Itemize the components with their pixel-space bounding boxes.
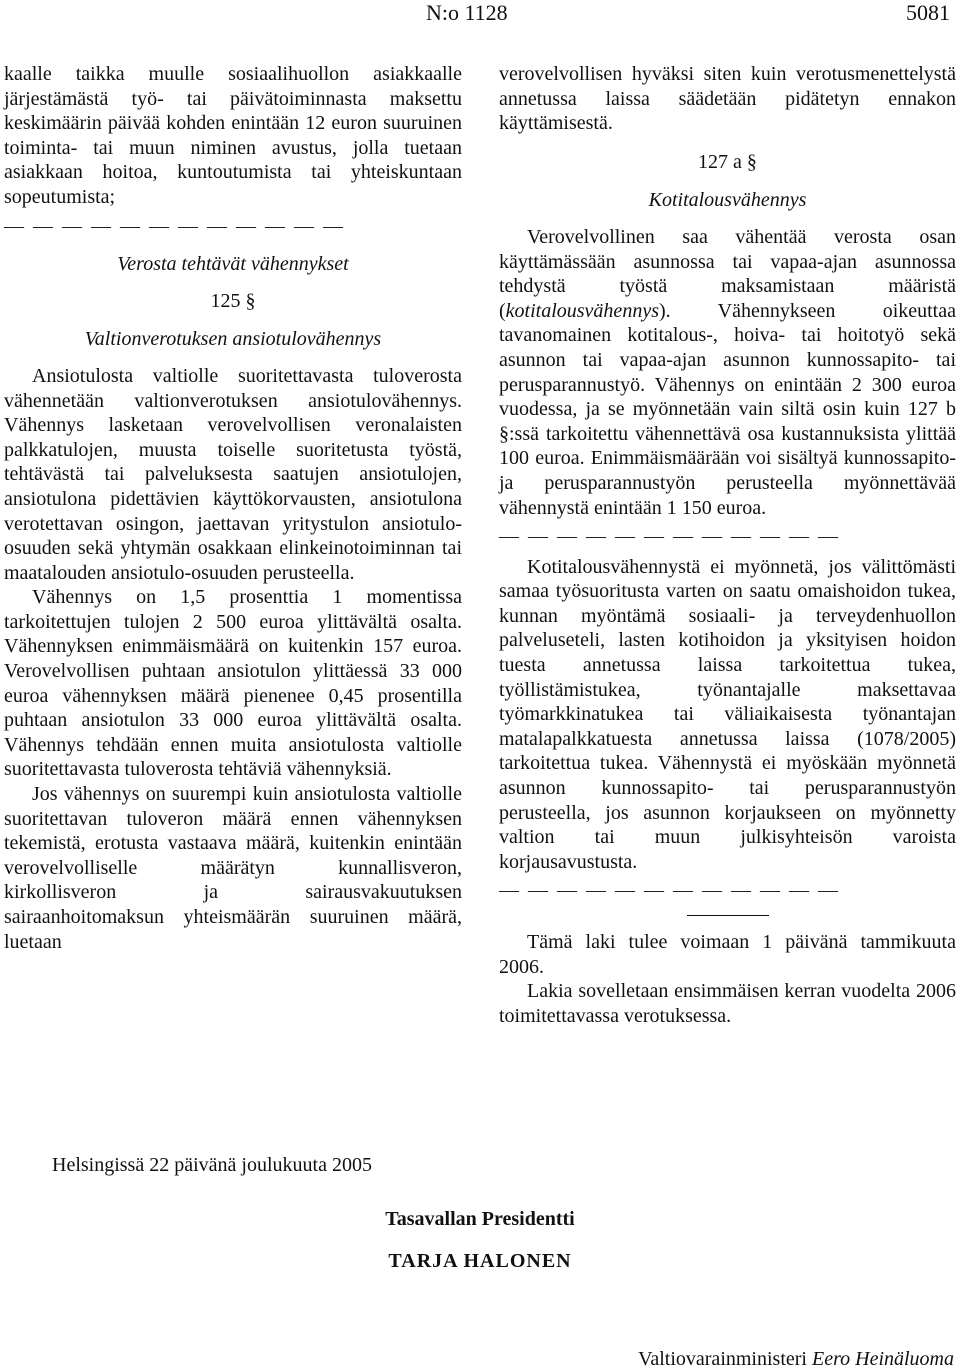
president-title: Tasavallan Presidentti — [385, 1208, 575, 1230]
section-title: Kotitalousvähennys — [648, 189, 807, 212]
minister-name: Eero Heinäluoma — [811, 1348, 954, 1370]
text-run: ). Vähennykseen oikeuttaa tavanomainen kotitalous-, hoiva- tai hoitotyö sekä asunnon tai vapaa-ajan asunnon kunnossapito- tai perusparannustyö. Vähennys on enintään 2 300 euroa vuodessa, ja se myönnetään vain siltä osin kuin 127 b §:ssä tarkoitettu vähennettävä osa kustannuksista ylittää 100 euroa. Enimmäismäärään voi sisältyä kunnossapito- ja perusparannustyön perusteella myönnettävää vähennystä enintään 1 150 euroa. — [499, 299, 956, 519]
paragraph: Jos vähennys on suurempi kuin ansiotulosta valtiolle suoritettavan tuloveron määrä ennen vähennyksen tekemistä, erotusta vastaava määrä, kuitenkin enintään verovelvolliselle määrätyn kunnallisveron, kirkollisveron ja sairausvakuutuksen sairaanhoitomaksun yhteismäärän suuruinen määrä, luetaan — [4, 783, 462, 953]
paragraph-continuation: kaalle taikka muulle sosiaalihuollon asiakkaalle järjestämästä työ- tai päivätoiminnasta maksettu keskimäärin päivää kohden enintään 12 euron suuruinen toiminta- tai muun niminen avustus, jolla tuetaan asiakkaan hoitoa, kuntoutumista tai yhteiskuntaan sopeutumista; — [4, 63, 462, 208]
chapter-heading: Verosta tehtävät vähennykset — [117, 253, 349, 276]
defined-term: kotitalousvähennys — [505, 299, 659, 322]
minister-signature — [638, 1348, 954, 1371]
omission-dashes: — — — — — — — — — — — — — [499, 525, 840, 548]
paragraph: Vähennys on 1,5 prosenttia 1 momentissa tarkoitettujen tulojen 2 500 euroa ylittävältä osalta. Vähennyksen enimmäismäärä on kuitenkin 157 euroa. Verovelvollisen puhtaan ansiotulon ylittäessä 33 000 euroa vähennyksen määrä pienenee 0,45 prosentilla puhtaan ansiotulon 33 000 euroa ylittävältä osalta. Vähennys tehdään ennen muita ansiotulosta valtiolle suoritettavasta tuloverosta tehtäviä vähennyksiä. — [4, 586, 462, 781]
paragraph: Lakia sovelletaan ensimmäisen kerran vuodelta 2006 toimitettavassa verotuksessa. — [499, 980, 956, 1027]
minister-title: Valtiovarainministeri — [638, 1348, 807, 1370]
page-header — [0, 0, 960, 30]
omission-dashes: — — — — — — — — — — — — — [4, 214, 345, 237]
right-column — [499, 62, 956, 1028]
page-number: 5081 — [906, 0, 950, 25]
paragraph: Kotitalousvähennystä ei myönnetä, jos välittömästi samaa työsuoritusta varten on saatu omaishoidon tukea, kunnan myöntämä sosiaali- ja terveydenhuollon palveluseteli, lasten kotihoidon ja yksityisen hoidon tuesta annetussa laissa tarkoitettua tukea, työllistämistukea, työnantajalle maksettavaa työmarkkinatukea tai väliaikaisesta työnantajan matalapalkkatuesta annetussa laissa (1078/2005) tarkoitettua tukea. Vähennystä ei myöskään myönnetä asunnon kunnossapito- tai perusparannustyön perusteella, jos asunnon korjaukseen on myönnetty valtion tai muun julkisyhteisön varoista korjausavustusta. — [499, 555, 956, 873]
left-column — [4, 62, 462, 954]
paragraph — [499, 225, 956, 520]
section-number: 127 a § — [698, 150, 757, 173]
section-number: 125 § — [210, 289, 256, 312]
place-and-date: Helsingissä 22 päivänä joulukuuta 2005 — [52, 1154, 372, 1176]
paragraph: Ansiotulosta valtiolle suoritettavasta tuloverosta vähennetään valtionverotuksen ansiotulovähennys. Vähennys lasketaan verovelvollisen veronalaisten palkkatulojen, muusta toiselle suoritetusta työstä, tehtävästä tai palveluksesta saatujen ansiotulojen, ansiotulona pidettävien käyttökorvausten, ansiotulona verotettavan osingon, jaettavan yritystulon ansiotulo-osuuden sekä yhtymän osakkaan elinkeinotoiminnan tai maatalouden ansiotulo-osuuden perusteella. — [4, 364, 462, 584]
text-run: Verovelvollinen saa vähentää verosta osan käyttämässään asunnossa tai vapaa-ajan asunnossa tehdystä työstä maksamistaan määristä ( — [499, 225, 956, 322]
paragraph: Tämä laki tulee voimaan 1 päivänä tammikuuta 2006. — [499, 931, 956, 978]
president-name: TARJA HALONEN — [388, 1250, 572, 1272]
section-title: Valtionverotuksen ansiotulovähennys — [84, 328, 382, 351]
omission-dashes: — — — — — — — — — — — — — [499, 879, 840, 902]
issue-number: N:o 1128 — [426, 0, 508, 25]
paragraph-continuation: verovelvollisen hyväksi siten kuin verotusmenettelystä annetussa laissa säädetään pidätetyn ennakon käyttämisestä. — [499, 63, 956, 135]
separator-rule — [687, 915, 769, 916]
